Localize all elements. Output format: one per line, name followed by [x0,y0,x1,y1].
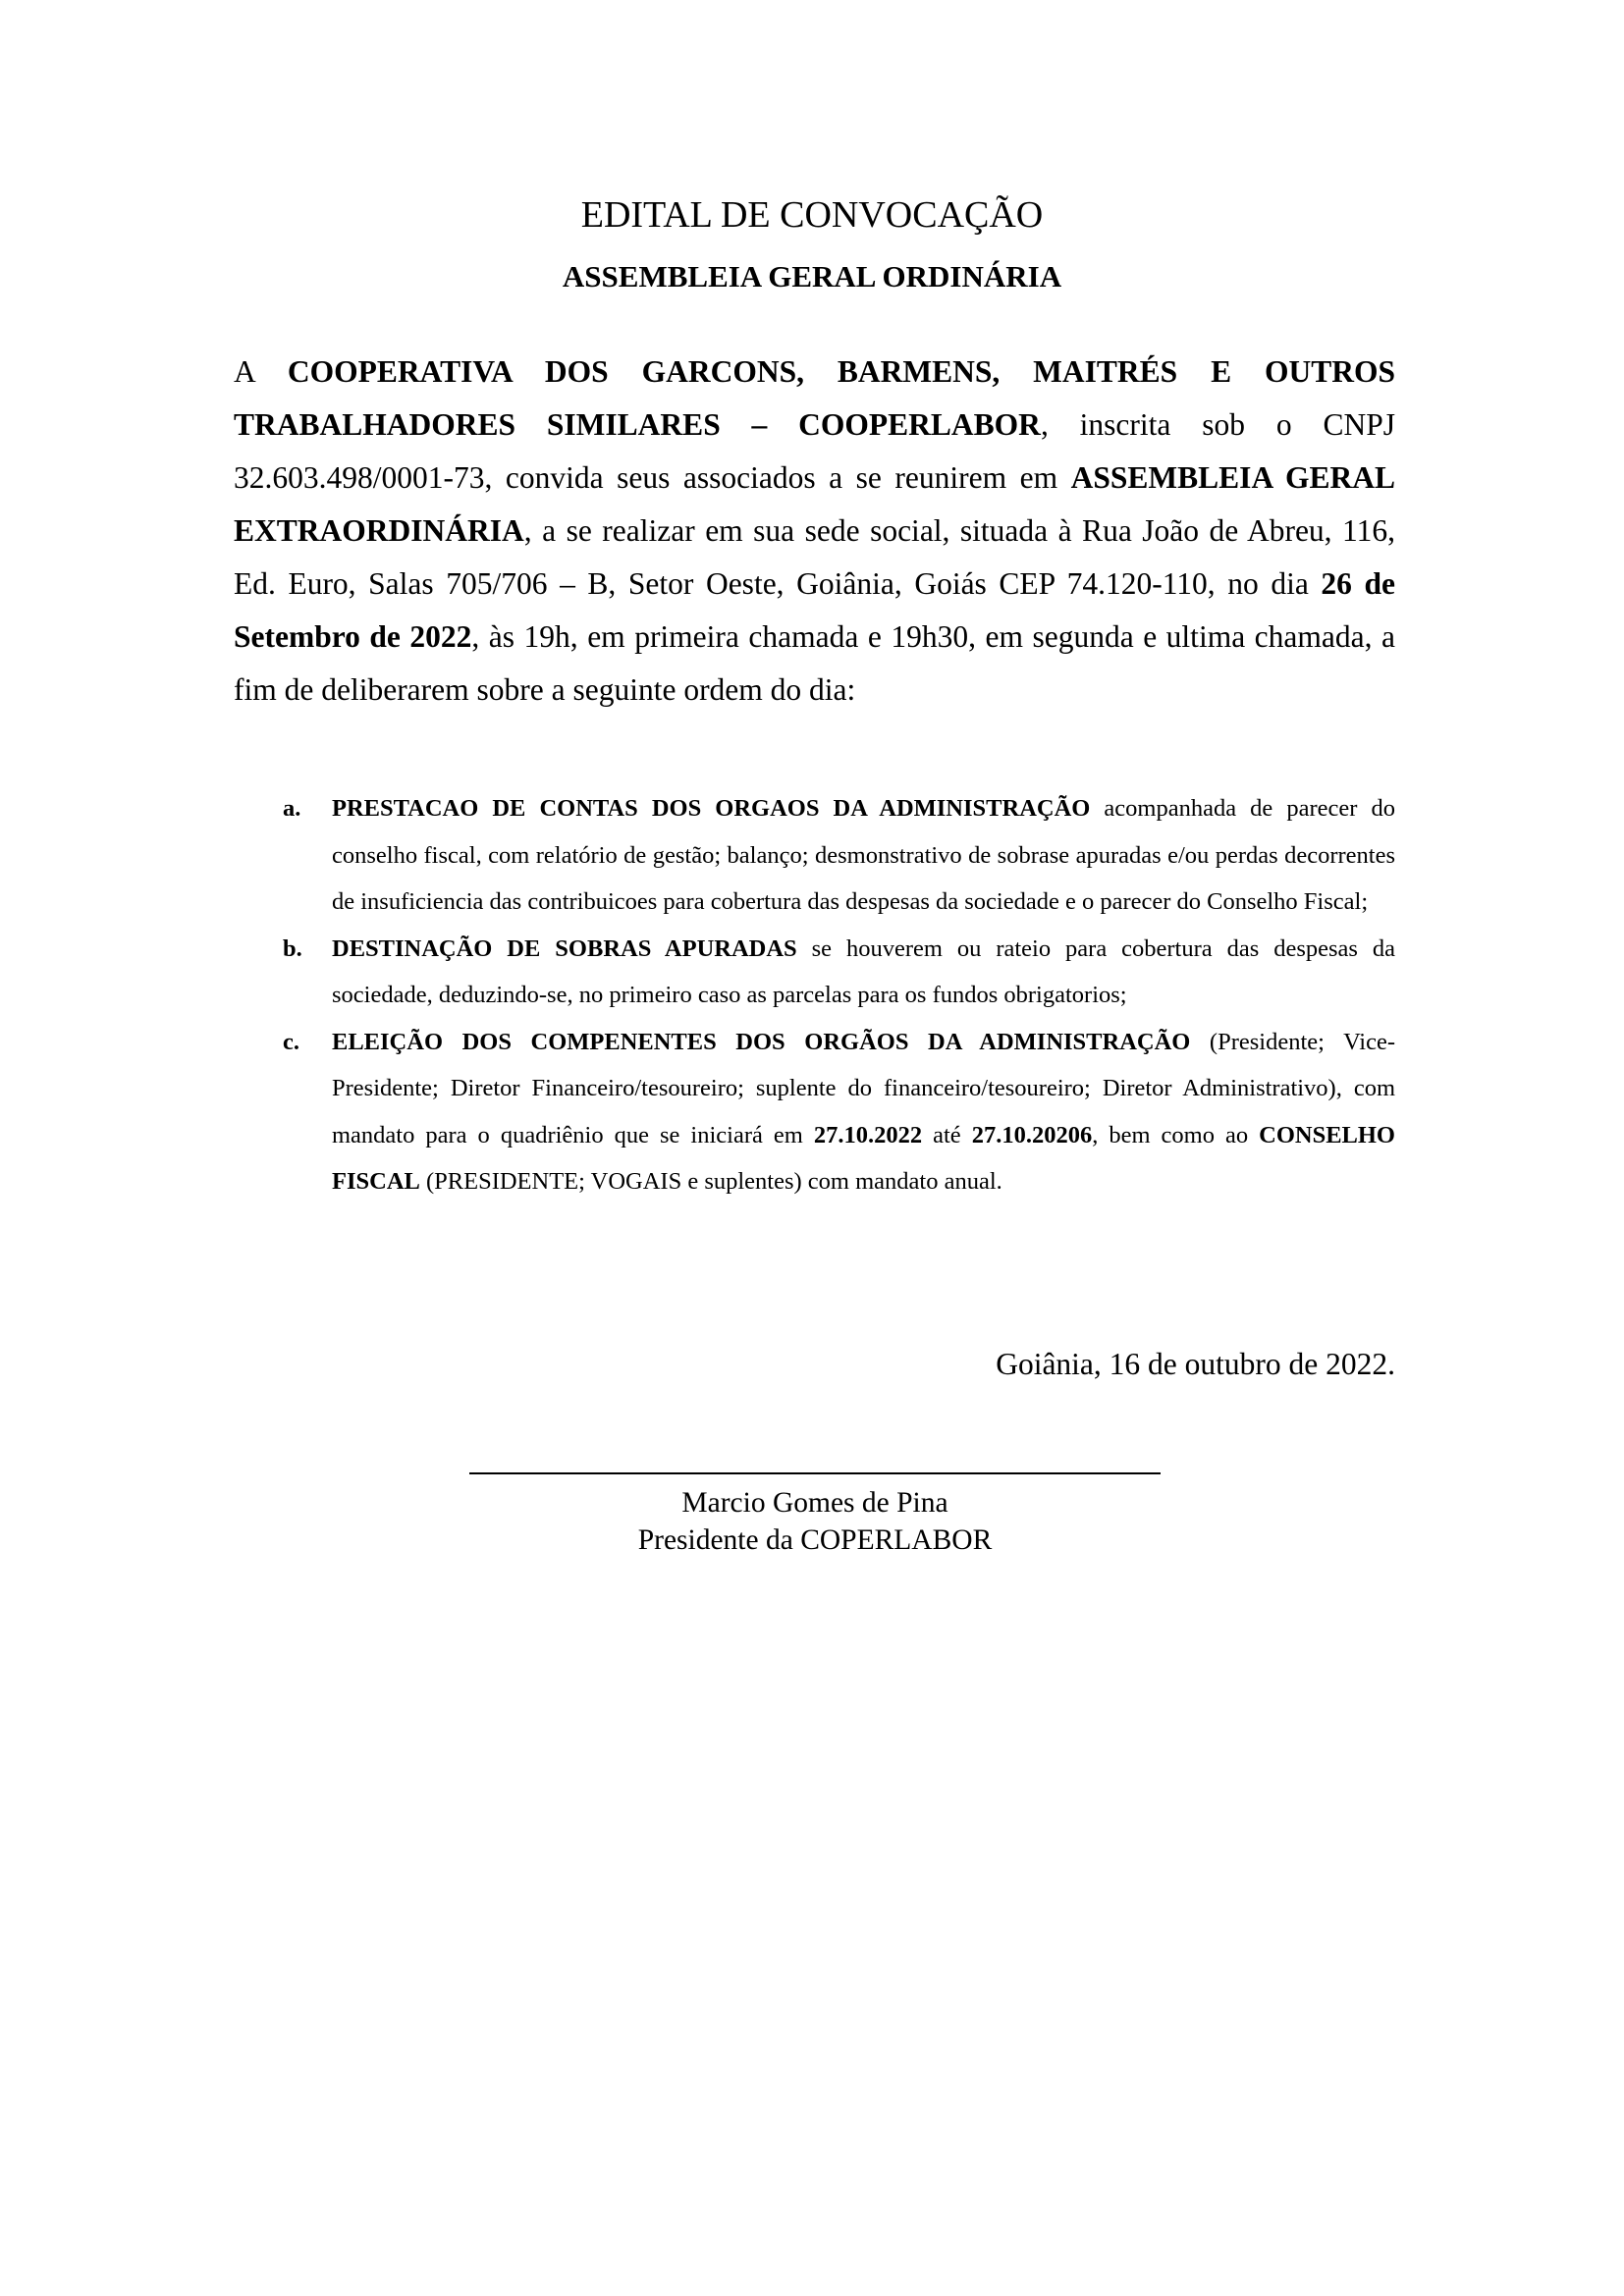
intro-text-1: A [234,354,288,389]
agenda-item-text: (PRESIDENTE; VOGAIS e suplentes) com mandato anual. [419,1168,1002,1195]
intro-text-4: , às 19h, em primeira chamada e 19h30, em segunda e ultima chamada, a fim de deliberarem sobre a seguinte ordem do dia: [234,619,1395,707]
agenda-item-b [234,926,1395,1019]
intro-text-2: , inscrita sob o CNPJ 32.603.498/0001-73, convida seus associados a se reunirem em [234,407,1395,495]
document-subtitle: ASSEMBLEIA GERAL ORDINÁRIA [562,259,1062,294]
agenda-item-text: (Presidente; Vice-Presidente; Diretor Financeiro/tesoureiro; suplente do financeiro/tesoureiro; Diretor Administrativo), com mandato para o quadriênio que se iniciará em [332,1028,1396,1148]
agenda-marker: b. [283,934,302,962]
agenda-marker: a. [283,795,301,822]
agenda-item-text: acompanhada de parecer do conselho fiscal, com relatório de gestão; balanço; desmonstrativo de sobrase apuradas e/ou perdas decorrentes de insuficiencia das contribuicoes para cobertura das despesas da sociedade e o parecer do Conselho Fiscal; [332,795,1395,915]
signature-line [469,1472,1161,1474]
signatory-role: Presidente da COPERLABOR [637,1524,993,1556]
convocation-paragraph [234,346,1395,717]
agenda-item-a [234,785,1395,926]
agenda-item-heading: PRESTACAO DE CONTAS DOS ORGAOS DA ADMINISTRAÇÃO [332,795,1091,822]
agenda-item-heading: DESTINAÇÃO DE SOBRAS APURADAS [332,934,797,962]
cooperative-name: COOPERATIVA DOS GARCONS, BARMENS, MAITRÉS E OUTROS TRABALHADORES SIMILARES – COOPERLABOR [234,354,1395,442]
agenda-item-text: se houverem ou rateio para cobertura das despesas da sociedade, deduzindo-se, no primeiro caso as parcelas para os fundos obrigatorios; [332,934,1395,1008]
mandate-end-date: 27.10.20206 [971,1121,1093,1148]
intro-text-3: , a se realizar em sua sede social, situada à Rua João de Abreu, 116, Ed. Euro, Salas 705/706 – B, Setor Oeste, Goiânia, Goiás CEP 74.120-110, no dia [234,513,1395,601]
agenda-item-text: até [922,1121,972,1148]
agenda-marker: c. [283,1028,299,1055]
assembly-date: 26 de Setembro de 2022 [234,566,1395,654]
agenda-list [234,785,1395,1205]
document-title: EDITAL DE CONVOCAÇÃO [580,194,1044,236]
agenda-item-text: , bem como ao [1092,1121,1260,1148]
fiscal-council-heading: CONSELHO FISCAL [332,1121,1395,1195]
agenda-item-heading: ELEIÇÃO DOS COMPENENTES DOS ORGÃOS DA ADMINISTRAÇÃO [332,1028,1191,1055]
assembly-type: ASSEMBLEIA GERAL EXTRAORDINÁRIA [234,460,1395,548]
signatory-name: Marcio Gomes de Pina [681,1487,948,1519]
agenda-item-c [234,1019,1395,1205]
place-and-date: Goiânia, 16 de outubro de 2022. [996,1347,1395,1381]
mandate-start-date: 27.10.2022 [813,1121,923,1148]
